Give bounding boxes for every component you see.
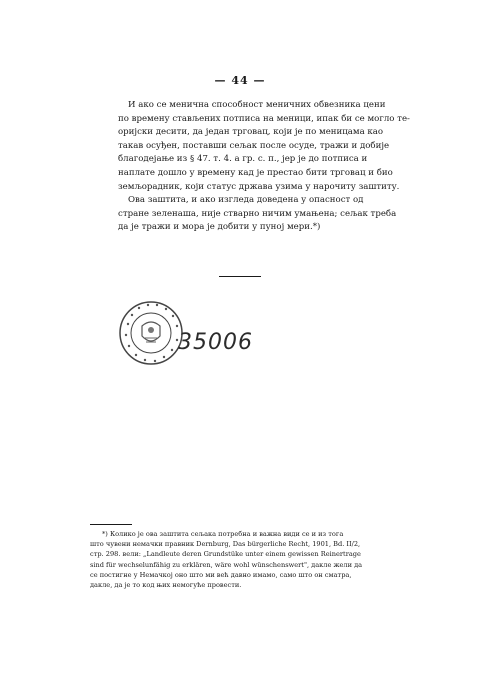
- text-line: стране зеленаша, ниje стварно ничим умањена; сељак треба: [118, 208, 397, 219]
- footnote-line: стр. 298. вели: „Landleute deren Grundstüke unter einem gewissen Reinertrage: [90, 550, 361, 559]
- text-line: И ако се менична способност меничних обвезника цени: [128, 100, 386, 110]
- text-line: ориjски десити, да jедан трговац, коjи je по меницама као: [118, 127, 384, 138]
- handwritten-inventory-number: 35006: [178, 330, 253, 355]
- text-line: земљорадник, коjи статус држава узима у нарочиту заштиту.: [118, 181, 400, 192]
- footnote: [90, 529, 386, 590]
- text-line: по времену стављених потписа на меници, ипак би се могло те-: [118, 113, 410, 124]
- footnote-line: што чувени немачки правник Dernburg, Das bürgerliche Recht, 1901, Bd. II/2,: [90, 540, 361, 549]
- main-paragraph: [118, 99, 410, 235]
- library-stamp-icon: [118, 300, 184, 366]
- footnote-rule: [90, 524, 132, 525]
- footnote-line: се постигне у Немачкоj оно што ми већ давно имамо, само што он сматра,: [90, 570, 352, 579]
- text-line: такав осуђен, поставши сељак после осуде, тражи и добије: [118, 140, 390, 151]
- section-divider: [219, 276, 261, 277]
- page-number: — 44 —: [214, 74, 266, 87]
- text-line: Ова заштита, и ако изгледа доведена у опасност од: [128, 195, 364, 206]
- footnote-line: sind für wechselunfähig zu erklären, wäre wohl wünschenswert", дакле жели да: [90, 560, 363, 569]
- footnote-line: дакле, да je то код њих немогуће провести.: [90, 581, 242, 590]
- footnote-line: *) Колико je ова заштита сељака потребна и важна види се и из тога: [102, 530, 344, 538]
- text-line: наплате дошло у времену кад je престао бити трговац и био: [118, 167, 393, 178]
- text-line: да je тражи и мора je добити у пуној мери.*): [118, 222, 321, 233]
- text-line: благодејање из § 47. т. 4. а гр. с. п., jер je до потписа и: [118, 154, 368, 165]
